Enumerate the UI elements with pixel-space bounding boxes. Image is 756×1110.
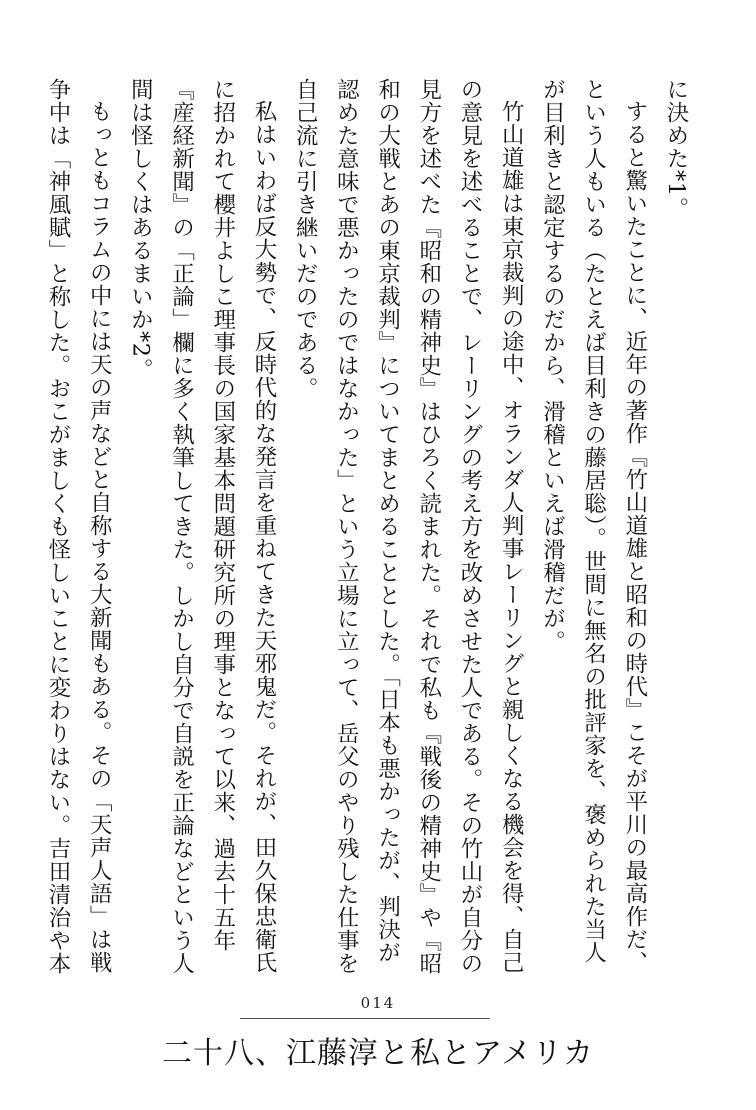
paragraph: 私はいわば反大勢で、反時代的な発言を重ねてきた天邪鬼だ。それが、田久保忠衛氏に招かれて櫻井よしこ理事長の国家基本問題研究所の理事となって以来、過去十五年『産経新聞』の「正論」欄に多く執筆してきた。しかし自分で自説を正論などという人間は怪しくはあるまいか*2。	[127, 78, 277, 975]
paragraph: に決めた*1。	[663, 78, 689, 220]
footer-divider	[240, 1018, 490, 1019]
page-number: 014	[360, 994, 396, 1012]
paragraph: すると驚いたことに、近年の著作『竹山道雄と昭和の時代』こそが平川の最高作だ、という人もいる（たとえば目利きの藤居聡）。世間に無名の批評家を、褒められた当人が目利きと認定するのだから、滑稽といえば滑稽だが。	[539, 78, 648, 975]
running-chapter-title: 二十八、江藤淳と私とアメリカ	[162, 1036, 594, 1071]
paragraph: 竹山道雄は東京裁判の途中、オランダ人判事レーリングと親しくなる機会を得、自己の意見を述べることで、レーリングの考え方を改めさせた人である。その竹山が自分の見方を述べた『昭和の精神史』はひろく読まれた。それで私も『戦後の精神史』や『昭和の大戦とあの東京裁判』についてまとめることとした。「日本も悪かったが、判決が認めた意味で悪かったのではなかった」という立場に立って、岳父のやり残した仕事を自己流に引き継いだのである。	[292, 78, 525, 975]
paragraph: もっともコラムの中には天の声などと自称する大新聞もある。その「天声人語」は戦争中は「神風賦」と称した。おこがましくも怪しいことに変わりはない。吉田清治や本	[44, 78, 113, 975]
vertical-text-body	[44, 78, 696, 978]
